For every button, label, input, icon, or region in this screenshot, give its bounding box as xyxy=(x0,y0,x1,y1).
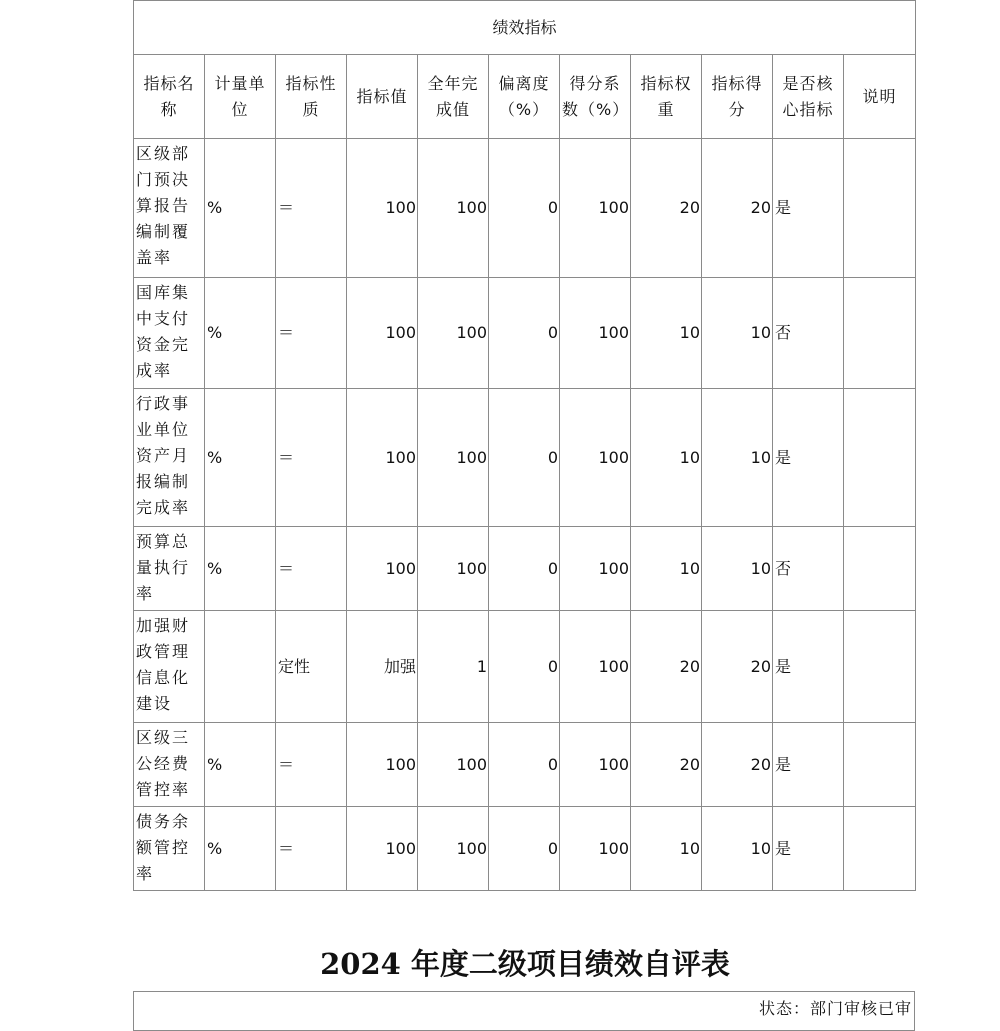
score-cell: 20 xyxy=(702,139,773,278)
coefficient-cell: 100 xyxy=(560,527,631,611)
coefficient-cell: 100 xyxy=(560,139,631,278)
core-cell: 是 xyxy=(773,807,844,891)
coefficient-cell: 100 xyxy=(560,278,631,389)
coefficient-cell: 100 xyxy=(560,389,631,527)
unit-cell: % xyxy=(205,389,276,527)
weight-cell: 10 xyxy=(631,527,702,611)
nature-cell: 定性 xyxy=(276,611,347,723)
table-row xyxy=(134,611,916,723)
actual-cell: 100 xyxy=(418,807,489,891)
indicator-name: 国库集中支付资金完成率 xyxy=(134,278,205,389)
score-cell: 20 xyxy=(702,611,773,723)
note-cell xyxy=(844,527,916,611)
weight-cell: 10 xyxy=(631,278,702,389)
score-cell: 10 xyxy=(702,278,773,389)
header-deviation: 偏离度（%） xyxy=(489,55,560,139)
header-weight: 指标权重 xyxy=(631,55,702,139)
nature-cell: ＝ xyxy=(276,723,347,807)
indicator-name: 预算总量执行率 xyxy=(134,527,205,611)
coefficient-cell: 100 xyxy=(560,807,631,891)
nature-cell: ＝ xyxy=(276,278,347,389)
performance-indicator-table xyxy=(133,0,916,891)
deviation-cell: 0 xyxy=(489,807,560,891)
target-cell: 100 xyxy=(347,139,418,278)
header-core-indicator: 是否核心指标 xyxy=(773,55,844,139)
unit-cell: % xyxy=(205,807,276,891)
unit-cell: % xyxy=(205,278,276,389)
header-actual-value: 全年完成值 xyxy=(418,55,489,139)
core-cell: 是 xyxy=(773,723,844,807)
table-row xyxy=(134,389,916,527)
table-row xyxy=(134,807,916,891)
weight-cell: 10 xyxy=(631,389,702,527)
header-indicator-name: 指标名称 xyxy=(134,55,205,139)
table-caption: 绩效指标 xyxy=(134,1,916,55)
target-cell: 100 xyxy=(347,389,418,527)
unit-cell: % xyxy=(205,527,276,611)
actual-cell: 1 xyxy=(418,611,489,723)
core-cell: 是 xyxy=(773,139,844,278)
deviation-cell: 0 xyxy=(489,723,560,807)
table-row xyxy=(134,278,916,389)
note-cell xyxy=(844,723,916,807)
core-cell: 否 xyxy=(773,278,844,389)
core-cell: 否 xyxy=(773,527,844,611)
target-cell: 100 xyxy=(347,278,418,389)
weight-cell: 10 xyxy=(631,807,702,891)
actual-cell: 100 xyxy=(418,389,489,527)
indicator-name: 行政事业单位资产月报编制完成率 xyxy=(134,389,205,527)
nature-cell: ＝ xyxy=(276,389,347,527)
unit-cell: % xyxy=(205,723,276,807)
coefficient-cell: 100 xyxy=(560,611,631,723)
deviation-cell: 0 xyxy=(489,278,560,389)
header-row xyxy=(134,55,916,139)
weight-cell: 20 xyxy=(631,723,702,807)
score-cell: 10 xyxy=(702,389,773,527)
header-score-coefficient: 得分系数（%） xyxy=(560,55,631,139)
deviation-cell: 0 xyxy=(489,389,560,527)
note-cell xyxy=(844,611,916,723)
note-cell xyxy=(844,807,916,891)
report-title: 2024 年度二级项目绩效自评表 xyxy=(320,947,730,981)
status-bar xyxy=(133,991,915,1031)
status-text: 状态：部门审核已审 xyxy=(758,999,912,1018)
table-row xyxy=(134,723,916,807)
indicator-name: 区级部门预决算报告编制覆盖率 xyxy=(134,139,205,278)
nature-cell: ＝ xyxy=(276,527,347,611)
actual-cell: 100 xyxy=(418,278,489,389)
target-cell: 加强 xyxy=(347,611,418,723)
indicator-name: 加强财政管理信息化建设 xyxy=(134,611,205,723)
core-cell: 是 xyxy=(773,611,844,723)
unit-cell: % xyxy=(205,139,276,278)
note-cell xyxy=(844,278,916,389)
nature-cell: ＝ xyxy=(276,139,347,278)
indicator-name: 债务余额管控率 xyxy=(134,807,205,891)
header-unit: 计量单位 xyxy=(205,55,276,139)
deviation-cell: 0 xyxy=(489,611,560,723)
header-target-value: 指标值 xyxy=(347,55,418,139)
score-cell: 20 xyxy=(702,723,773,807)
deviation-cell: 0 xyxy=(489,139,560,278)
actual-cell: 100 xyxy=(418,527,489,611)
weight-cell: 20 xyxy=(631,139,702,278)
core-cell: 是 xyxy=(773,389,844,527)
coefficient-cell: 100 xyxy=(560,723,631,807)
unit-cell xyxy=(205,611,276,723)
table-row xyxy=(134,527,916,611)
score-cell: 10 xyxy=(702,527,773,611)
actual-cell: 100 xyxy=(418,723,489,807)
target-cell: 100 xyxy=(347,527,418,611)
weight-cell: 20 xyxy=(631,611,702,723)
indicator-name: 区级三公经费管控率 xyxy=(134,723,205,807)
header-nature: 指标性质 xyxy=(276,55,347,139)
deviation-cell: 0 xyxy=(489,527,560,611)
nature-cell: ＝ xyxy=(276,807,347,891)
note-cell xyxy=(844,389,916,527)
score-cell: 10 xyxy=(702,807,773,891)
actual-cell: 100 xyxy=(418,139,489,278)
header-score: 指标得分 xyxy=(702,55,773,139)
target-cell: 100 xyxy=(347,807,418,891)
target-cell: 100 xyxy=(347,723,418,807)
table-row xyxy=(134,139,916,278)
note-cell xyxy=(844,139,916,278)
header-note: 说明 xyxy=(844,55,916,139)
